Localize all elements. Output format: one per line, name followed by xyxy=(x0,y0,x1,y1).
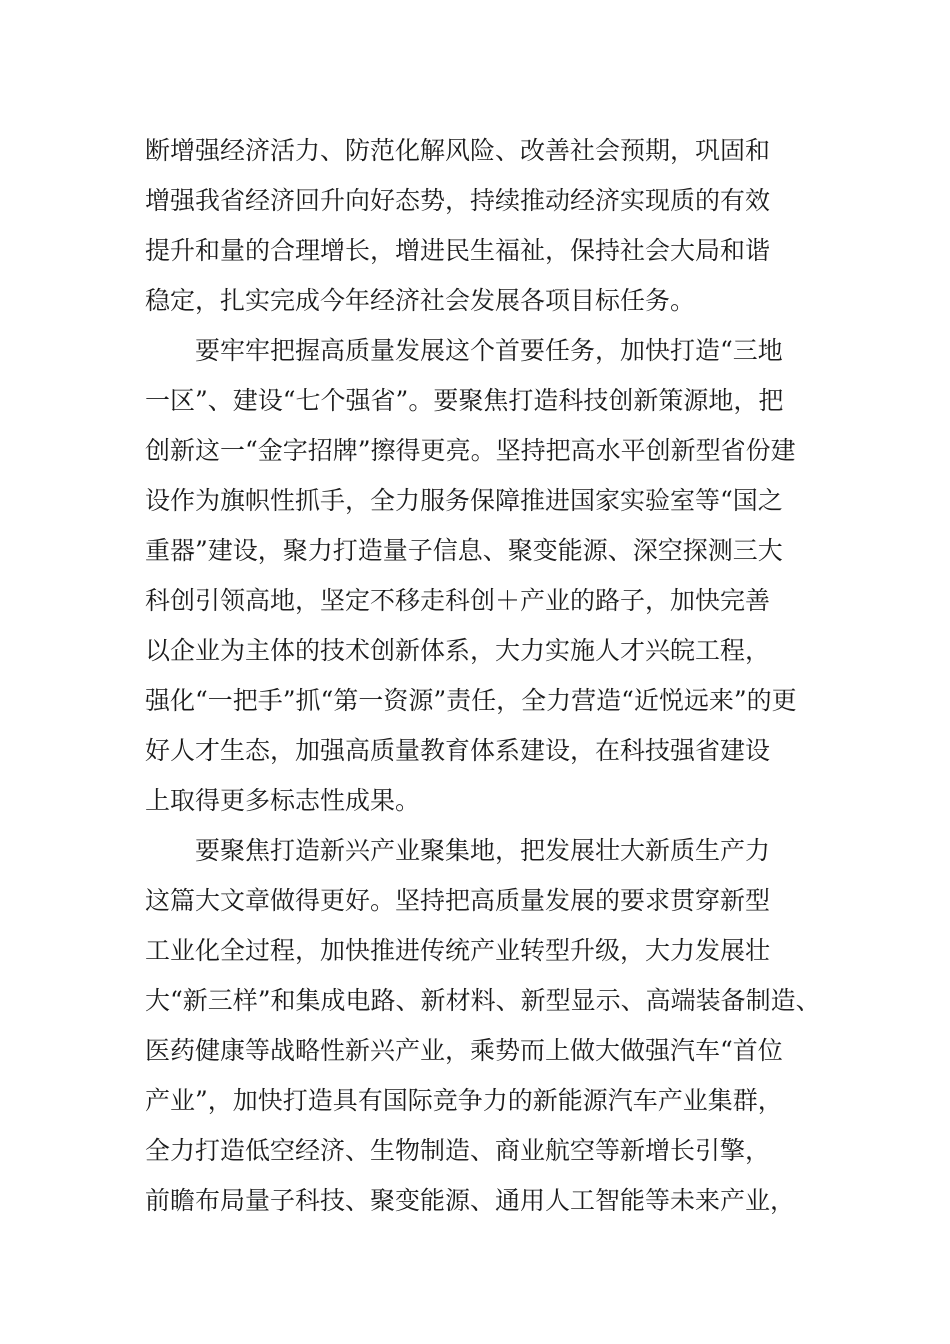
text-line: 产业”，加快打造具有国际竞争力的新能源汽车产业集群， xyxy=(145,1086,783,1115)
text-line: 设作为旗帜性抓手，全力服务保障推进国家实验室等“国之 xyxy=(145,486,783,515)
text-line: 要牢牢把握高质量发展这个首要任务，加快打造“三地 xyxy=(145,336,783,365)
text-line: 医药健康等战略性新兴产业，乘势而上做大做强汽车“首位 xyxy=(145,1036,783,1065)
text-line: 断增强经济活力、防范化解风险、改善社会预期，巩固和 xyxy=(145,136,771,165)
text-line: 提升和量的合理增长，增进民生福祉，保持社会大局和谐 xyxy=(145,236,771,265)
text-line: 科创引领高地，坚定不移走科创＋产业的路子，加快完善 xyxy=(145,586,771,615)
text-line: 创新这一“金字招牌”擦得更亮。坚持把高水平创新型省份建 xyxy=(145,436,796,465)
text-line: 重器”建设，聚力打造量子信息、聚变能源、深空探测三大 xyxy=(145,536,783,565)
text-line: 工业化全过程，加快推进传统产业转型升级，大力发展壮 xyxy=(145,936,771,965)
text-line: 全力打造低空经济、生物制造、商业航空等新增长引擎， xyxy=(145,1136,771,1165)
text-line: 稳定，扎实完成今年经济社会发展各项目标任务。 xyxy=(145,286,696,315)
text-line: 一区”、建设“七个强省”。要聚焦打造科技创新策源地，把 xyxy=(145,386,784,415)
body-text xyxy=(145,126,845,1226)
text-line: 前瞻布局量子科技、聚变能源、通用人工智能等未来产业， xyxy=(145,1186,796,1215)
text-line: 增强我省经济回升向好态势，持续推动经济实现质的有效 xyxy=(145,186,771,215)
text-line: 以企业为主体的技术创新体系，大力实施人才兴皖工程， xyxy=(145,636,771,665)
text-line: 好人才生态，加强高质量教育体系建设，在科技强省建设 xyxy=(145,736,771,765)
text-line: 强化“一把手”抓“第一资源”责任，全力营造“近悦远来”的更 xyxy=(145,686,797,715)
text-line: 这篇大文章做得更好。坚持把高质量发展的要求贯穿新型 xyxy=(145,886,771,915)
text-line: 大“新三样”和集成电路、新材料、新型显示、高端装备制造、 xyxy=(145,986,821,1015)
text-line: 上取得更多标志性成果。 xyxy=(145,786,421,815)
text-line: 要聚焦打造新兴产业聚集地，把发展壮大新质生产力 xyxy=(145,836,771,865)
